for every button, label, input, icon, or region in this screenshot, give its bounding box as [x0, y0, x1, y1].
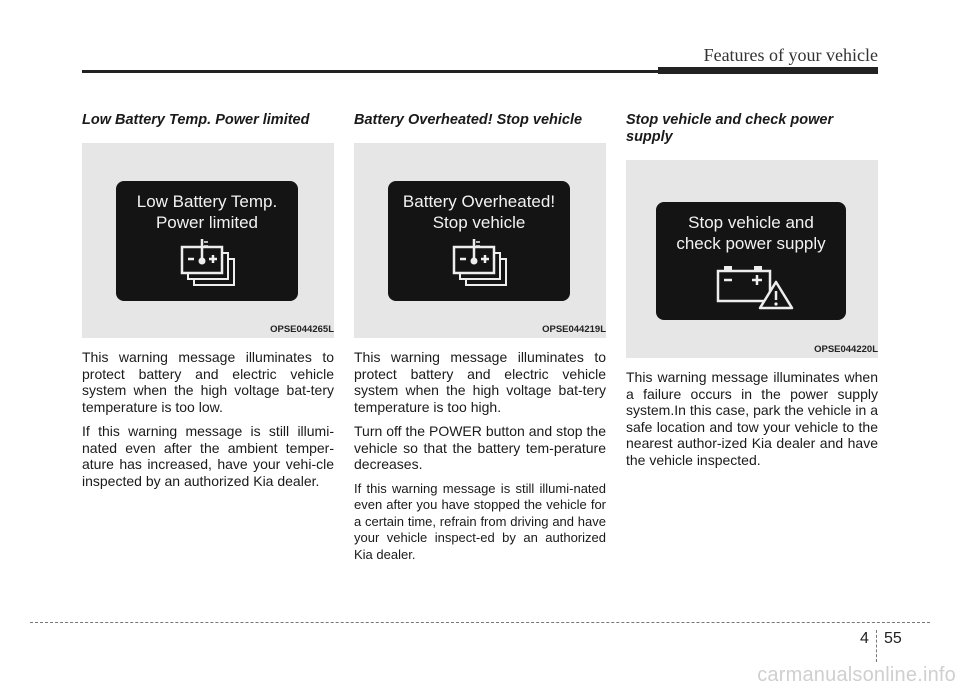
section-title: Stop vehicle and check power supply — [626, 112, 834, 145]
paragraph: Turn off the POWER button and stop the vehicle so that the battery tem-perature decreases. — [354, 423, 606, 472]
figure-battery-overheated — [354, 143, 606, 338]
header-tab-bar — [658, 67, 878, 74]
section-body — [82, 349, 334, 489]
section-title: Battery Overheated! Stop vehicle — [354, 112, 583, 128]
display-message — [656, 212, 846, 254]
display-line-2: check power supply — [676, 234, 826, 253]
display-line-1: Stop vehicle and — [688, 213, 814, 232]
figure-check-power-supply — [626, 160, 878, 358]
paragraph: This warning message illuminates to protect battery and electric vehicle system when the high voltage bat-tery temperature is too high. — [354, 349, 606, 415]
page-number-separator — [876, 630, 877, 662]
figure-code: OPSE044220L — [814, 344, 878, 355]
display-message — [388, 191, 570, 233]
footer-rule — [30, 622, 930, 623]
chapter-number: 4 — [860, 630, 869, 647]
figure-code: OPSE044265L — [270, 324, 334, 335]
paragraph: This warning message illuminates when a failure occurs in the power supply system.In this case, park the vehicle in a safe location and tow your vehicle to the nearest author-ized Kia dealer and have the vehicle inspected. — [626, 369, 878, 468]
display-line-1: Battery Overheated! — [402, 192, 556, 211]
battery-warning-icon — [714, 264, 794, 310]
cluster-display — [116, 181, 298, 301]
page-number: 55 — [884, 630, 902, 647]
figure-code: OPSE044219L — [542, 324, 606, 335]
section-low-battery-temp — [82, 108, 334, 497]
display-line-2: Stop vehicle — [432, 213, 526, 232]
section-title: Low Battery Temp. Power limited — [82, 112, 310, 128]
section-battery-overheated — [354, 108, 606, 571]
header-title: Features of your vehicle — [703, 45, 878, 65]
display-message — [116, 191, 298, 233]
watermark: carmanualsonline.info — [757, 664, 956, 686]
section-check-power-supply — [626, 108, 878, 476]
paragraph: If this warning message is still illumi-nated even after you have stopped the vehicle for a certain time, refrain from driving and have your vehicle inspect-ed by an authorized Kia dealer. — [354, 480, 606, 562]
figure-low-battery-temp — [82, 143, 334, 338]
cluster-display — [388, 181, 570, 301]
display-line-1: Low Battery Temp. — [136, 192, 278, 211]
paragraph: This warning message illuminates to protect battery and electric vehicle system when the high voltage bat-tery temperature is too low. — [82, 349, 334, 415]
display-line-2: Power limited — [155, 213, 259, 232]
battery-temperature-icon — [448, 239, 512, 289]
paragraph: If this warning message is still illumi-nated even after the ambient temper-ature has increased, have your vehi-cle inspected by an authorized Kia dealer. — [82, 423, 334, 489]
cluster-display — [656, 202, 846, 320]
section-body — [354, 349, 606, 563]
battery-temperature-icon — [176, 239, 240, 289]
section-body — [626, 369, 878, 468]
